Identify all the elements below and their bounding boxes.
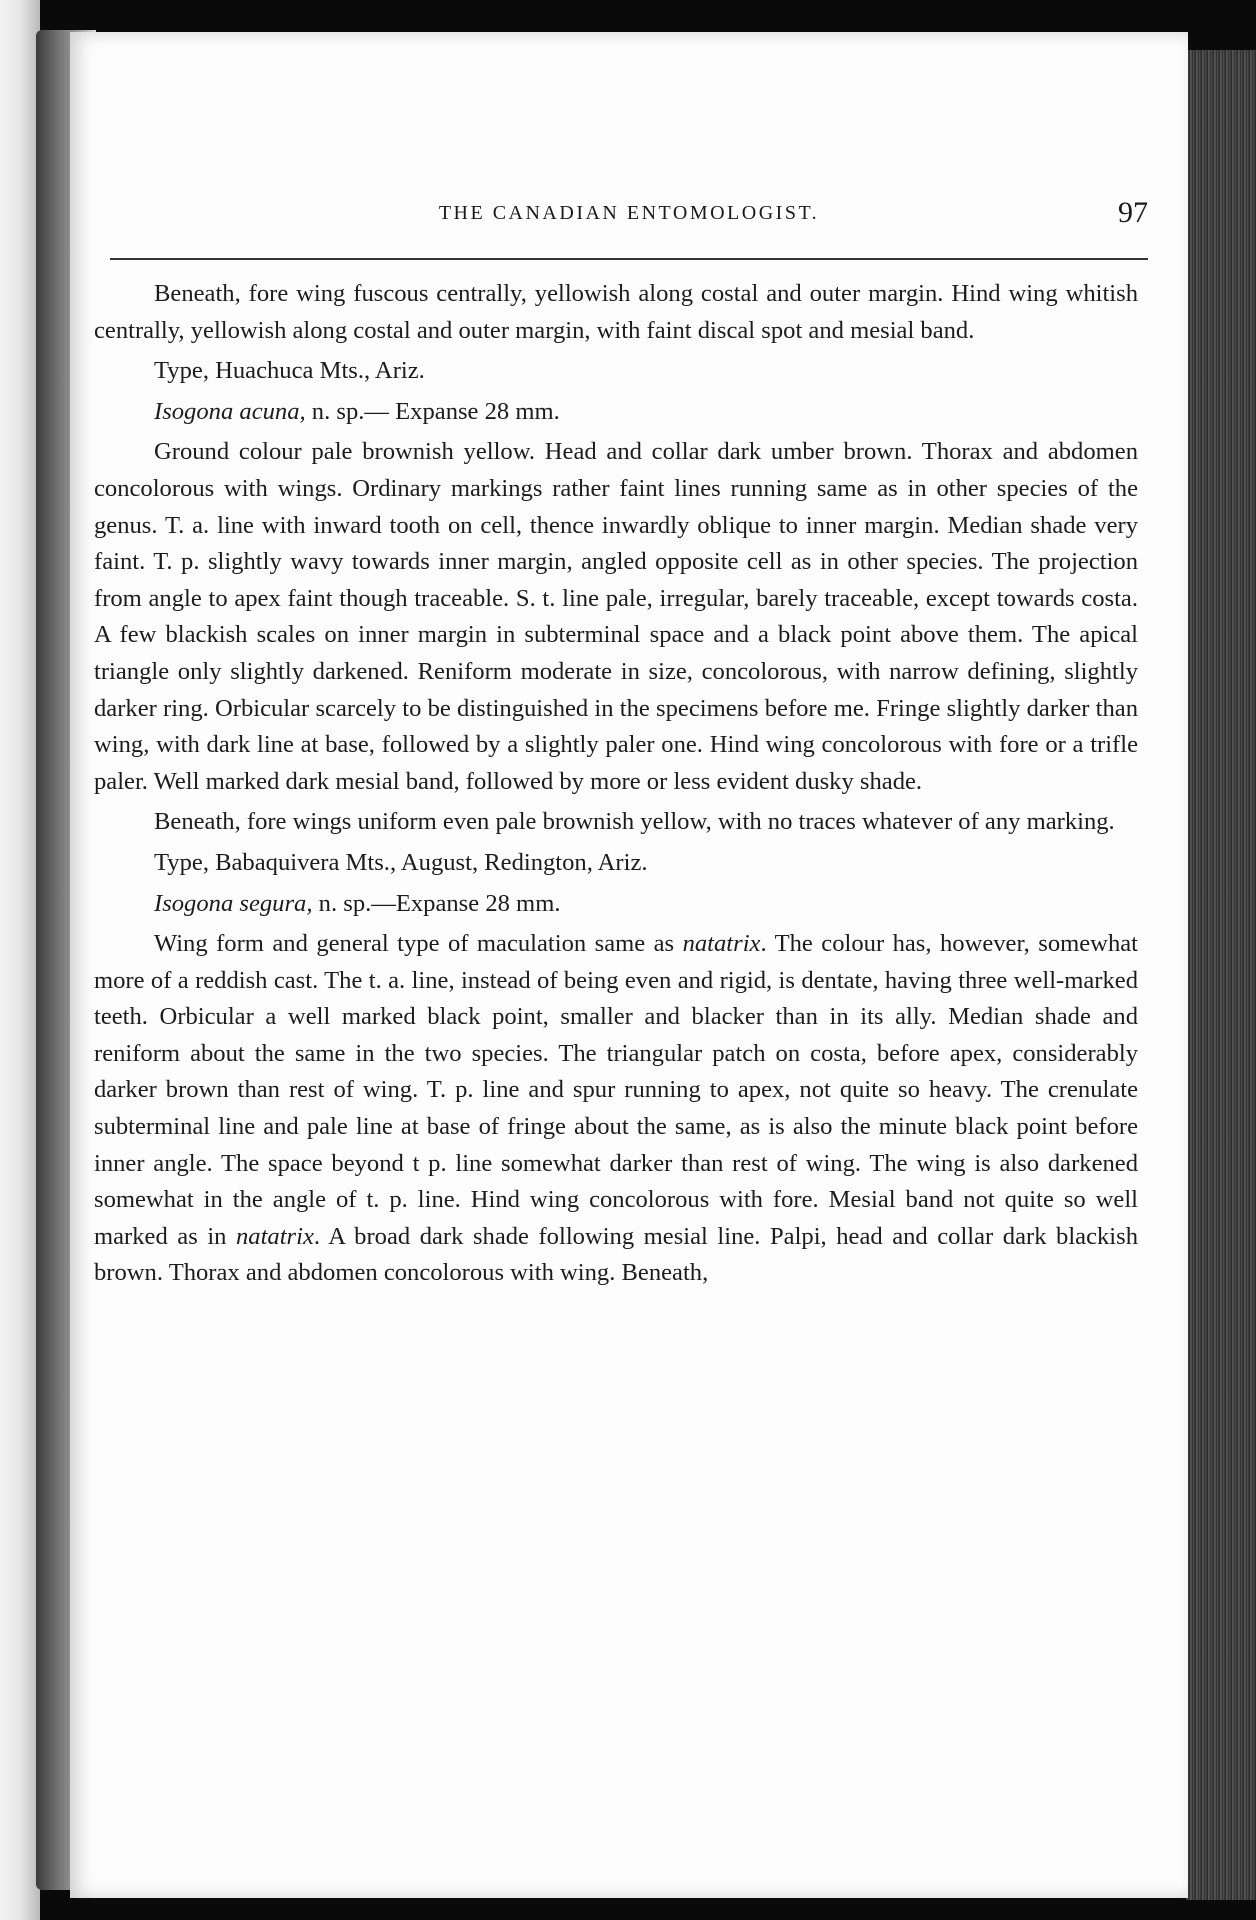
page-number: 97: [1118, 196, 1148, 229]
article-body: [94, 276, 1138, 1296]
paragraph: Beneath, fore wings uniform even pale brownish yellow, with no traces whatever of any marking.: [154, 808, 1115, 836]
page-header: [110, 196, 1148, 252]
page: [70, 32, 1188, 1898]
paragraph: Type, Babaquivera Mts., August, Redington, Ariz.: [154, 848, 648, 876]
species-heading: [94, 394, 1138, 431]
species-details: n. sp.— Expanse 28 mm.: [305, 397, 560, 425]
species-reference: natatrix: [682, 930, 761, 958]
species-name: Isogona acuna,: [154, 397, 306, 425]
paragraph: Beneath, fore wing fuscous centrally, yellowish along costal and outer margin. Hind wing whitish centrally, yellowish along costal and outer margin, with faint discal spot and mesial band.: [94, 280, 1138, 344]
text-run: . A broad dark shade following mesial line. Palpi, head and collar dark blackish brown. Thorax and abdomen concolorous with wing. Beneath,: [94, 1222, 1138, 1287]
text-run: . The colour has, however, somewhat more of a reddish cast. The t. a. line, instead of being even and rigid, is dentate, having three well-marked teeth. Orbicular a well marked black point, smaller and blacker than in its ally. Median shade and reniform about the same in the two species. The triangular patch on costa, before apex, considerably darker brown than rest of wing. T. p. line and spur running to apex, not quite so heavy. The crenulate subterminal line and pale line at base of fringe about the same, as is also the minute black point before inner angle. The space beyond t p. line somewhat darker than rest of wing. The wing is also darkened somewhat in the angle of t. p. line. Hind wing concolorous with fore. Mesial band not quite so well marked as in: [94, 930, 1138, 1250]
species-name: Isogona segura,: [154, 889, 313, 917]
paragraph: [94, 926, 1138, 1292]
text-run: Wing form and general type of maculation same as: [154, 930, 683, 958]
species-heading: [94, 886, 1138, 923]
right-page-edges: [1186, 50, 1256, 1900]
header-rule: [110, 258, 1148, 260]
paragraph: Type, Huachuca Mts., Ariz.: [154, 357, 425, 385]
left-book-edge: [0, 0, 40, 1920]
running-head: THE CANADIAN ENTOMOLOGIST.: [438, 202, 820, 224]
paragraph: Ground colour pale brownish yellow. Head and collar dark umber brown. Thorax and abdomen concolorous with wings. Ordinary markings rather faint lines running same as in other species of the genus. T. a. line with inward tooth on cell, thence inwardly oblique to inner margin. Median shade very faint. T. p. slightly wavy towards inner margin, angled opposite cell as in other species. The projection from angle to apex faint though traceable. S. t. line pale, irregular, barely traceable, except towards costa. A few blackish scales on inner margin in subterminal space and a black point above them. The apical triangle only slightly darkened. Reniform moderate in size, concolorous, with narrow defining, slightly darker ring. Orbicular scarcely to be distinguished in the specimens before me. Fringe slightly darker than wing, with dark line at base, followed by a slightly paler one. Hind wing concolorous with fore or a trifle paler. Well marked dark mesial band, followed by more or less evident dusky shade.: [94, 438, 1138, 795]
species-reference: natatrix: [236, 1222, 314, 1250]
species-details: n. sp.—Expanse 28 mm.: [312, 889, 561, 917]
